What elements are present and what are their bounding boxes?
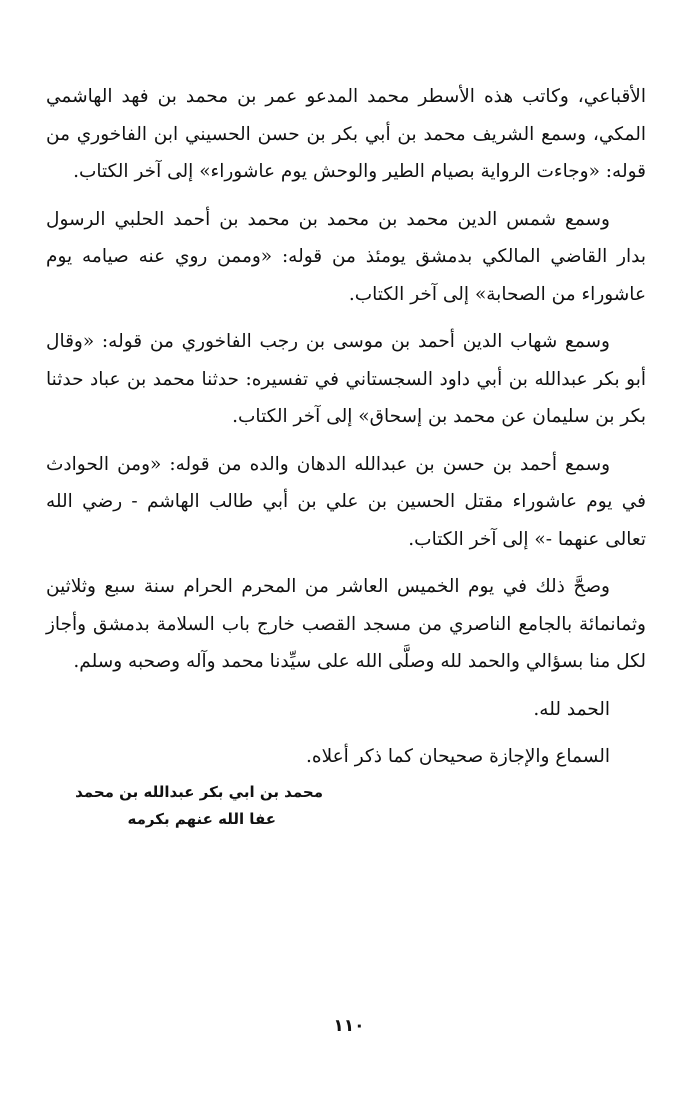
page-number: ١١٠: [333, 1016, 365, 1036]
paragraph-colophon-continuation: الأقباعي، وكاتب هذه الأسطر محمد المدعو عمر بن محمد بن فهد الهاشمي المكي، وسمع الشريف محمد بن أبي بكر بن حسن الحسيني ابن الفاخوري من قوله: «وجاءت الرواية بصيام الطير والوحش يوم عاشوراء» إلى آخر الكتاب.: [46, 86, 646, 182]
paragraph-date-and-place: وصحَّ ذلك في يوم الخميس العاشر من المحرم الحرام سنة سبع وثلاثين وثمانمائة بالجامع الناصري من مسجد القصب خارج باب السلامة بدمشق وأجاز لكل منا بسؤالي والحمد لله وصلَّى الله على سيِّدنا محمد وآله وصحبه وسلم.: [46, 576, 646, 672]
paragraph-shihab-al-din: وسمع شهاب الدين أحمد بن موسى بن رجب الفاخوري من قوله: «وقال أبو بكر عبدالله بن أبي داود السجستاني في تفسيره: حدثنا محمد بن عباد حدثنا بكر بن سليمان عن محمد بن إسحاق» إلى آخر الكتاب.: [46, 331, 646, 427]
paragraph-ahmad-al-dahhan: وسمع أحمد بن حسن بن عبدالله الدهان والده من قوله: «ومن الحوادث في يوم عاشوراء مقتل الحسين بن علي بن أبي طالب الهاشم - رضي الله تعالى عنهما -» إلى آخر الكتاب.: [46, 453, 646, 550]
paragraph-attestation: السماع والإجازة صحيحان كما ذكر أعلاه.: [306, 746, 610, 767]
paragraph-hamdala: الحمد لله.: [533, 698, 610, 720]
paragraph-shams-al-din: وسمع شمس الدين محمد بن محمد بن محمد بن أحمد الحلبي الرسول بدار القاضي المالكي بدمشق يومئذ من قوله: «وممن روي عنه صيامه يوم عاشوراء من الصحابة» إلى آخر الكتاب.: [46, 208, 646, 305]
signature-line-2: عفا الله عنهم بكرمه: [127, 810, 276, 828]
body-text: [46, 78, 646, 786]
signature-line-1: محمد بن ابي بكر عبدالله بن محمد: [75, 783, 323, 801]
